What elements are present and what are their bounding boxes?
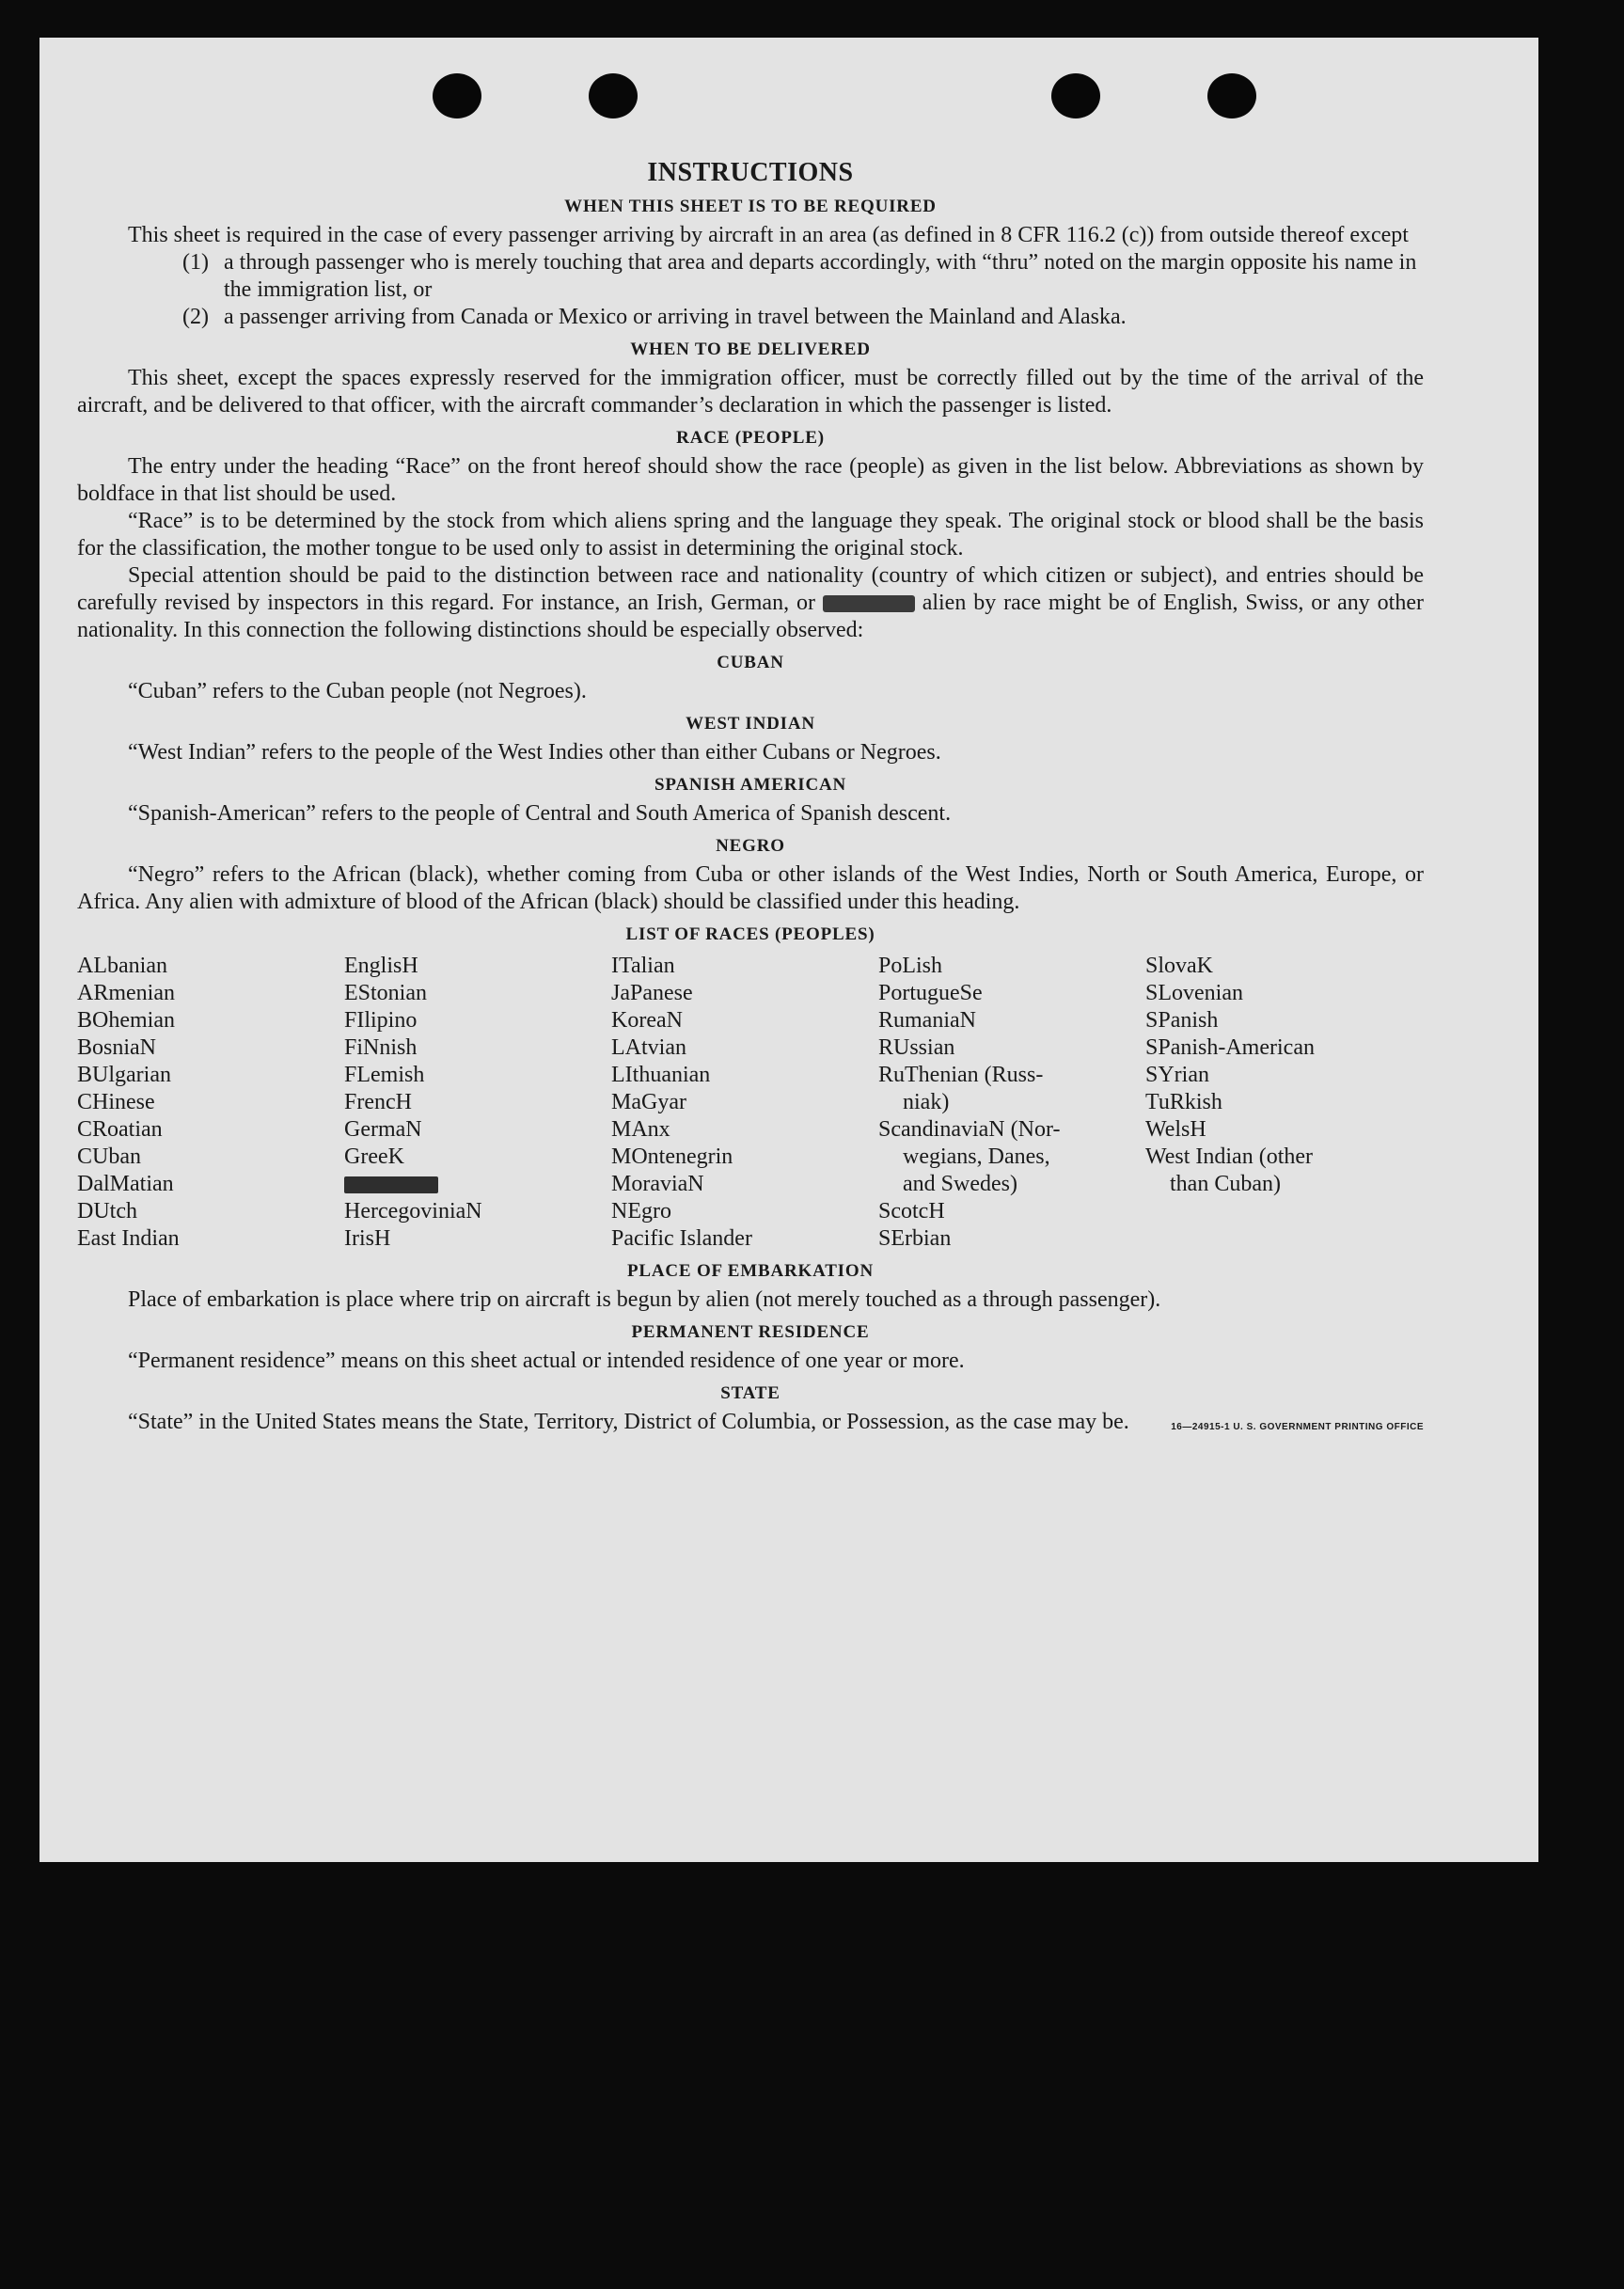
exception-number: (2) [182, 305, 209, 329]
race-entry: IrisH [344, 1226, 391, 1251]
race-entry: WelsH [1145, 1117, 1206, 1142]
document-title: INSTRUCTIONS [647, 158, 854, 187]
redaction-mark [344, 1176, 438, 1193]
race-entry: FIlipino [344, 1008, 418, 1033]
race-entry: SPanish-American [1145, 1035, 1315, 1060]
negro-text: “Negro” refers to the African (black), whether coming from Cuba or other islands of the West Indies, North or South America, Europe, or Africa. Any alien with admixture of blood of the African (black) should be classified under this heading. [77, 862, 1424, 914]
race-entry: GreeK [344, 1144, 404, 1169]
race-column [344, 953, 611, 1253]
race-entry: SPanish [1145, 1008, 1219, 1033]
heading-embarkation: PLACE OF EMBARKATION [627, 1261, 874, 1281]
race-entry: ARmenian [77, 981, 175, 1005]
race-entry: EStonian [344, 981, 427, 1005]
exception-text: a passenger arriving from Canada or Mexico or arriving in travel between the Mainland and Alaska. [224, 305, 1127, 329]
race-column [77, 953, 344, 1253]
document-sheet [39, 38, 1538, 1862]
cuban-text: “Cuban” refers to the Cuban people (not Negroes). [128, 679, 587, 703]
race-entry: wegians, Danes, [903, 1144, 1050, 1169]
heading-cuban: CUBAN [717, 653, 784, 672]
race-entry: PortugueSe [878, 981, 983, 1005]
race-entry: CRoatian [77, 1117, 163, 1142]
race-entry: KoreaN [611, 1008, 683, 1033]
race-paragraph-3-end: alien by race might be of English, Swiss, or any other nationality. In this connection the following distinctions should be especially observed: [77, 591, 1424, 642]
exception-text: a through passenger who is merely touching that area and departs accordingly, with “thru” noted on the margin opposite his name in the immigration list, or [224, 250, 1417, 302]
race-entry: FiNnish [344, 1035, 418, 1060]
race-entry: than Cuban) [1170, 1172, 1281, 1196]
heading-west-indian: WEST INDIAN [686, 714, 815, 734]
race-paragraph-2: “Race” is to be determined by the stock from which aliens spring and the language they speak. The original stock or blood shall be the basis for the classification, the mother tongue to be used only to assist in determining the original stock. [77, 509, 1424, 560]
race-entry: HercegoviniaN [344, 1199, 482, 1223]
race-entry: NEgro [611, 1199, 671, 1223]
race-entry: RuThenian (Russ- [878, 1063, 1044, 1087]
punch-hole-1 [433, 73, 481, 118]
race-paragraph-3-start: Special attention should be paid to the distinction between race and nationality (country of which citizen or subject), and entries should be carefully revised by inspectors in this regard. For instance, an Irish, German, or [77, 563, 1424, 615]
race-entry: ITalian [611, 954, 675, 978]
race-entry: SErbian [878, 1226, 952, 1251]
punch-hole-2 [589, 73, 638, 118]
race-entry: Pacific Islander [611, 1226, 752, 1251]
exception-item [182, 304, 1424, 331]
race-entry: FrencH [344, 1090, 412, 1114]
embarkation-text: Place of embarkation is place where trip on aircraft is begun by alien (not merely touched as a through passenger). [128, 1287, 1161, 1312]
race-entry: DUtch [77, 1199, 137, 1223]
heading-when-required: WHEN THIS SHEET IS TO BE REQUIRED [564, 197, 937, 216]
race-entry: ScotcH [878, 1199, 945, 1223]
race-list [77, 953, 1424, 1253]
race-entry: TuRkish [1145, 1090, 1222, 1114]
race-column [611, 953, 878, 1253]
heading-negro: NEGRO [716, 836, 785, 856]
state-block [77, 1409, 1424, 1436]
race-entry: MaGyar [611, 1090, 686, 1114]
race-entry: MoraviaN [611, 1172, 704, 1196]
when-required-intro: This sheet is required in the case of every passenger arriving by aircraft in an area (as defined in 8 CFR 116.2 (c)) from outside thereof except [128, 223, 1409, 247]
race-entry: LIthuanian [611, 1063, 711, 1087]
race-column [878, 953, 1145, 1253]
document-body [77, 158, 1424, 1436]
race-entry: JaPanese [611, 981, 693, 1005]
race-paragraph-1: The entry under the heading “Race” on the front hereof should show the race (people) as given in the list below. Abbreviations as shown by boldface in that list should be used. [77, 454, 1424, 506]
race-entry: CHinese [77, 1090, 155, 1114]
race-entry: ALbanian [77, 954, 167, 978]
spanish-american-text: “Spanish-American” refers to the people of Central and South America of Spanish descent. [128, 801, 952, 826]
race-entry: SYrian [1145, 1063, 1209, 1087]
redacted-race-entry [344, 1171, 611, 1198]
race-entry: SlovaK [1145, 954, 1213, 978]
heading-race: RACE (PEOPLE) [676, 428, 825, 448]
race-entry: CUban [77, 1144, 141, 1169]
heading-list-of-races: LIST OF RACES (PEOPLES) [625, 924, 875, 944]
race-entry: and Swedes) [903, 1172, 1017, 1196]
race-entry: PoLish [878, 954, 943, 978]
race-entry: MOntenegrin [611, 1144, 733, 1169]
residence-text: “Permanent residence” means on this sheet actual or intended residence of one year or more. [128, 1349, 965, 1373]
race-paragraph-3 [77, 562, 1424, 644]
redaction-mark [823, 595, 915, 612]
race-entry: SLovenian [1145, 981, 1243, 1005]
heading-spanish-american: SPANISH AMERICAN [654, 775, 847, 795]
heading-permanent-residence: PERMANENT RESIDENCE [631, 1322, 870, 1342]
race-entry: West Indian (other [1145, 1144, 1314, 1169]
race-entry: niak) [903, 1090, 950, 1114]
race-entry: East Indian [77, 1226, 180, 1251]
when-delivered-text: This sheet, except the spaces expressly reserved for the immigration officer, must be correctly filled out by the time of the arrival of the aircraft, and be delivered to that officer, with the aircraft commander’s declaration in which the passenger is listed. [77, 366, 1424, 418]
race-entry: GermaN [344, 1117, 422, 1142]
west-indian-text: “West Indian” refers to the people of the West Indies other than either Cubans or Negroes. [128, 740, 941, 765]
exception-list [182, 249, 1424, 331]
race-entry: ScandinaviaN (Nor- [878, 1117, 1061, 1142]
race-entry: RUssian [878, 1035, 955, 1060]
punch-hole-3 [1051, 73, 1100, 118]
race-entry: RumaniaN [878, 1008, 976, 1033]
race-entry: FLemish [344, 1063, 425, 1087]
heading-when-delivered: WHEN TO BE DELIVERED [630, 339, 871, 359]
race-column [1145, 953, 1412, 1253]
race-entry: DalMatian [77, 1172, 174, 1196]
race-entry: BUlgarian [77, 1063, 171, 1087]
race-entry: EnglisH [344, 954, 418, 978]
exception-item [182, 249, 1424, 304]
exception-number: (1) [182, 250, 209, 275]
race-entry: BOhemian [77, 1008, 175, 1033]
printing-office-code: 16—24915-1 U. S. GOVERNMENT PRINTING OFFICE [1171, 1422, 1424, 1432]
race-entry: MAnx [611, 1117, 670, 1142]
punch-hole-4 [1207, 73, 1256, 118]
race-entry: LAtvian [611, 1035, 686, 1060]
race-entry: BosniaN [77, 1035, 156, 1060]
state-text: “State” in the United States means the State, Territory, District of Columbia, or Possession, as the case may be. [128, 1410, 1129, 1434]
heading-state: STATE [720, 1383, 780, 1403]
